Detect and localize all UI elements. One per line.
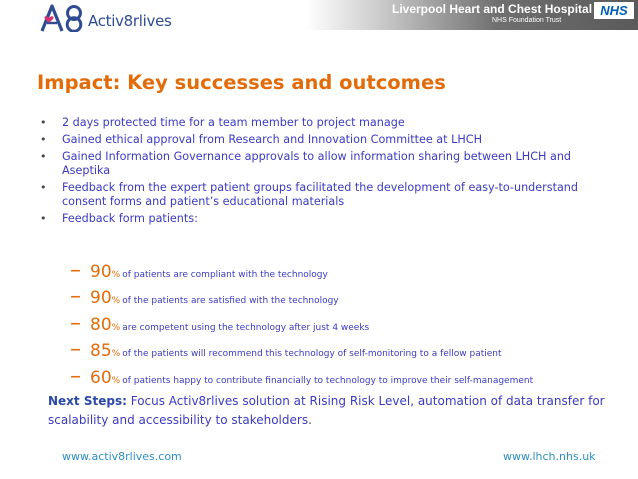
next-steps-text: Focus Activ8rlives solution at Rising Risk Level, automation of data transfer for scalability and accessibility to stakeholders. xyxy=(48,394,605,427)
hospital-branding xyxy=(392,2,593,26)
bullet-item xyxy=(40,212,620,226)
bullet-marker: • xyxy=(40,212,47,225)
bullet-marker: • xyxy=(40,181,47,194)
slide-title: Impact: Key successes and outcomes xyxy=(37,71,446,94)
stat-percent-symbol: % xyxy=(111,269,121,280)
hospital-name: Liverpool Heart and Chest Hospital xyxy=(392,2,593,16)
next-steps xyxy=(48,392,608,430)
stat-dash: – xyxy=(70,257,81,283)
stat-dash: – xyxy=(70,363,81,389)
stat-description: are competent using the technology after just 4 weeks xyxy=(122,322,370,333)
bullet-text: 2 days protected time for a team member to project manage xyxy=(62,116,405,129)
logo-wordmark: Activ8rlives xyxy=(88,12,172,30)
activ8rlives-logo xyxy=(38,4,172,32)
bullet-item xyxy=(40,116,620,130)
bullet-item xyxy=(40,150,620,178)
hospital-trust: NHS Foundation Trust xyxy=(492,17,562,24)
next-steps-label: Next Steps: xyxy=(48,394,127,408)
stat-description: of the patients are satisfied with the technology xyxy=(122,296,339,306)
stats-list xyxy=(70,256,533,389)
stat-description: of the patients will recommend this technology of self-monitoring to a fellow patient xyxy=(122,349,502,359)
stat-item xyxy=(70,309,533,336)
bullet-item xyxy=(40,133,620,147)
stat-value: 90 xyxy=(90,261,112,282)
bullet-text: Gained Information Governance approvals to allow information sharing between LHCH and Aseptika xyxy=(62,150,572,177)
a8-logo-icon xyxy=(38,4,92,32)
stat-description: of patients happy to contribute financially to technology to improve their self-management xyxy=(122,375,534,386)
stat-value: 80 xyxy=(90,314,112,335)
bullet-item xyxy=(40,181,620,209)
stat-percent-symbol: % xyxy=(111,322,121,333)
stat-percent-symbol: % xyxy=(111,296,121,306)
stat-item xyxy=(70,362,533,389)
stat-dash: – xyxy=(70,337,81,362)
stat-value: 85 xyxy=(90,341,112,361)
bullet-text: Feedback from the expert patient groups facilitated the development of easy-to-understand consent forms and patient’s educational materials xyxy=(62,181,579,208)
stat-value: 90 xyxy=(90,288,112,308)
stat-percent-symbol: % xyxy=(111,349,121,359)
logo-mark-text: A8 xyxy=(38,4,40,5)
stat-dash: – xyxy=(70,284,81,309)
stat-value: 60 xyxy=(90,367,112,388)
bullet-marker: • xyxy=(40,150,47,163)
logo-mark xyxy=(38,4,92,32)
nhs-logo: NHS xyxy=(594,2,634,19)
bullet-text: Feedback form patients: xyxy=(62,212,198,225)
stat-item xyxy=(70,283,533,310)
footer-activ8rlives-url[interactable]: www.activ8rlives.com xyxy=(62,450,182,463)
stat-dash: – xyxy=(70,310,81,336)
bullet-marker: • xyxy=(40,133,47,146)
stat-percent-symbol: % xyxy=(111,375,121,386)
bullet-list xyxy=(40,116,620,229)
bullet-marker: • xyxy=(40,116,47,129)
bullet-text: Gained ethical approval from Research and Innovation Committee at LHCH xyxy=(62,133,482,146)
footer-lhch-url[interactable]: www.lhch.nhs.uk xyxy=(503,450,596,463)
stat-item xyxy=(70,256,533,283)
stat-description: of patients are compliant with the technology xyxy=(122,269,328,280)
stat-item xyxy=(70,336,533,363)
